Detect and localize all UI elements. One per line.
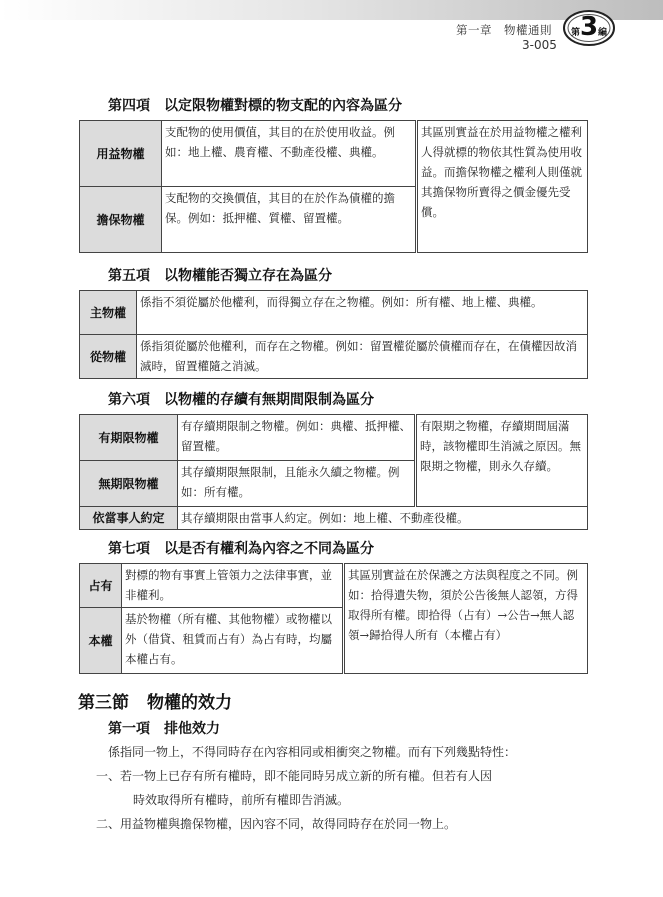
table-row	[80, 415, 588, 461]
heading-text: 以是否有權利為內容之不同為區分	[164, 541, 374, 557]
row-description: 支配物的使用價值，其目的在於使用收益。例如：地上權、農育權、不動產役權、典權。	[162, 121, 417, 187]
table-row	[80, 564, 588, 608]
heading-number: 第一項	[108, 721, 150, 737]
heading-item-5	[108, 265, 332, 285]
part-badge	[565, 12, 613, 42]
page-number: 3-005	[522, 38, 557, 52]
list-item-2: 二、用益物權與擔保物權，因內容不同，故得同時存在於同一物上。	[96, 817, 457, 831]
row-description: 其存續期限由當事人約定。例如：地上權、不動產役權。	[178, 507, 588, 530]
section-heading	[78, 688, 232, 713]
row-description: 支配物的交換價值，其目的在於作為債權的擔保。例如：抵押權、質權、留置權。	[162, 187, 417, 253]
list-item-1-line-2: 時效取得所有權時，前所有權即告消滅。	[133, 793, 350, 807]
heading-number: 第七項	[108, 541, 150, 557]
row-description: 其存續期限無限制，且能永久續之物權。例如：所有權。	[178, 461, 416, 507]
heading-text: 以物權的存續有無期間限制為區分	[164, 392, 374, 408]
table-section-6	[79, 414, 588, 530]
row-description: 係指不須從屬於他權利，而得獨立存在之物權。例如：所有權、地上權、典權。	[137, 291, 588, 335]
heading-item-4	[108, 95, 402, 115]
table-section-4	[79, 120, 588, 253]
list-item-1-line-1: 一、若一物上已存有所有權時，即不能同時另成立新的所有權。但若有人因	[96, 769, 493, 783]
row-label: 從物權	[80, 335, 137, 379]
heading-item-1	[108, 718, 220, 738]
row-description: 對標的物有事實上管領力之法律事實，並非權利。	[122, 564, 344, 608]
table-row	[80, 335, 588, 379]
heading-number: 第六項	[108, 392, 150, 408]
row-label: 主物權	[80, 291, 137, 335]
table-row	[80, 291, 588, 335]
heading-text: 排他效力	[164, 721, 220, 737]
row-description: 基於物權（所有權、其他物權）或物權以外（借貸、租賃而占有）為占有時，均屬本權占有。	[122, 608, 344, 674]
heading-number: 第四項	[108, 98, 150, 114]
heading-number: 第五項	[108, 268, 150, 284]
row-label: 占有	[80, 564, 122, 608]
row-label: 用益物權	[80, 121, 162, 187]
paragraph-intro: 係指同一物上，不得同時存在內容相同或相衝突之物權。而有下列幾點特性：	[108, 745, 517, 759]
heading-item-6	[108, 389, 374, 409]
running-header-chapter: 第一章 物權通則	[456, 23, 552, 37]
row-label: 有期限物權	[80, 415, 178, 461]
row-note: 有限期之物權，存續期間屆滿時，該物權即生消滅之原因。無限期之物權，則永久存續。	[416, 415, 588, 507]
row-description: 有存續期限制之物權。例如：典權、抵押權、留置權。	[178, 415, 416, 461]
row-label: 本權	[80, 608, 122, 674]
row-note: 其區別實益在於保護之方法與程度之不同。例如：拾得遺失物，須於公告後無人認領，方得取得所有權。即拾得（占有）→公告→無人認領→歸拾得人所有（本權占有）	[344, 564, 588, 674]
row-note: 其區別實益在於用益物權之權利人得就標的物依其性質為使用收益。而擔保物權之權利人則僅就其擔保物所賣得之價金優先受償。	[417, 121, 588, 253]
section-title: 物權的效力	[147, 693, 232, 713]
badge-prefix: 第	[570, 28, 580, 38]
section-number: 第三節	[78, 693, 129, 713]
row-label: 無期限物權	[80, 461, 178, 507]
row-label: 擔保物權	[80, 187, 162, 253]
row-label: 依當事人約定	[80, 507, 178, 530]
heading-text: 以物權能否獨立存在為區分	[164, 268, 332, 284]
table-row	[80, 121, 588, 187]
table-row	[80, 507, 588, 530]
heading-text: 以定限物權對標的物支配的內容為區分	[164, 98, 402, 114]
heading-item-7	[108, 538, 374, 558]
badge-number: 3	[579, 12, 599, 42]
badge-suffix: 編	[598, 28, 608, 38]
row-description: 係指須從屬於他權利，而存在之物權。例如：留置權從屬於債權而存在，在債權因故消滅時，留置權隨之消滅。	[137, 335, 588, 379]
table-section-5	[79, 290, 588, 379]
table-section-7	[79, 563, 588, 674]
